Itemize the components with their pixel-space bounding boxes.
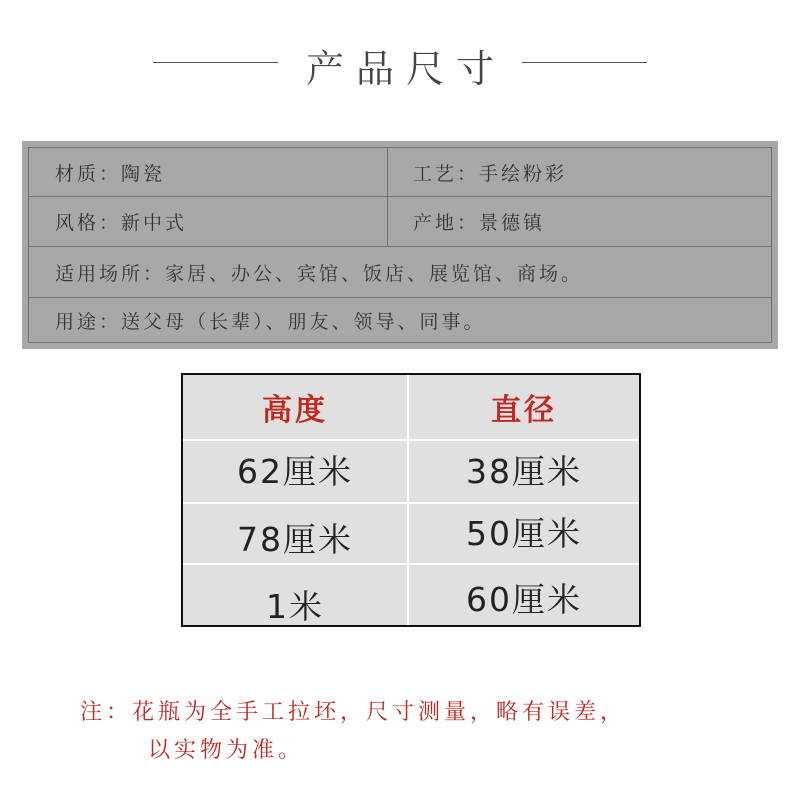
- spec-style: 风格：新中式: [29, 197, 388, 246]
- spec-row: [29, 247, 771, 298]
- note-line-1: 注：花瓶为全手工拉坯，尺寸测量，略有误差，: [80, 700, 627, 725]
- specs-grid: [28, 147, 772, 343]
- diameter-cell: 60厘米: [466, 579, 582, 619]
- header-diameter: 直径: [491, 393, 557, 428]
- table-row: [183, 565, 639, 625]
- title-row: [0, 36, 800, 91]
- table-row: [183, 504, 639, 565]
- diameter-cell: 50厘米: [466, 514, 582, 553]
- title-rule-right: [522, 62, 647, 63]
- table-row: [183, 441, 639, 504]
- header-height: 高度: [183, 375, 409, 439]
- spec-row: [29, 197, 771, 247]
- page-title: 产品尺寸: [305, 47, 506, 91]
- diameter-cell: 38厘米: [466, 452, 582, 491]
- spec-material: 材质：陶瓷: [29, 148, 388, 196]
- spec-row: [29, 148, 771, 197]
- note: [80, 694, 740, 770]
- spec-places: 适用场所：家居、办公、宾馆、饭店、展览馆、商场。: [55, 262, 584, 285]
- size-table-header: [183, 375, 639, 441]
- spec-origin: 产地：景德镇: [413, 212, 546, 234]
- height-cell: 78厘米: [183, 504, 409, 563]
- height-cell: 62厘米: [183, 441, 409, 502]
- specs-box: [22, 141, 778, 349]
- spec-usage: 用途：送父母（长辈）、朋友、领导、同事。: [55, 310, 486, 333]
- size-table: [181, 373, 641, 627]
- spec-row: [29, 298, 771, 342]
- height-cell: 1米: [183, 565, 409, 625]
- spec-craft: 工艺：手绘粉彩: [413, 162, 568, 185]
- note-line-2: 以实物为准。: [148, 738, 305, 763]
